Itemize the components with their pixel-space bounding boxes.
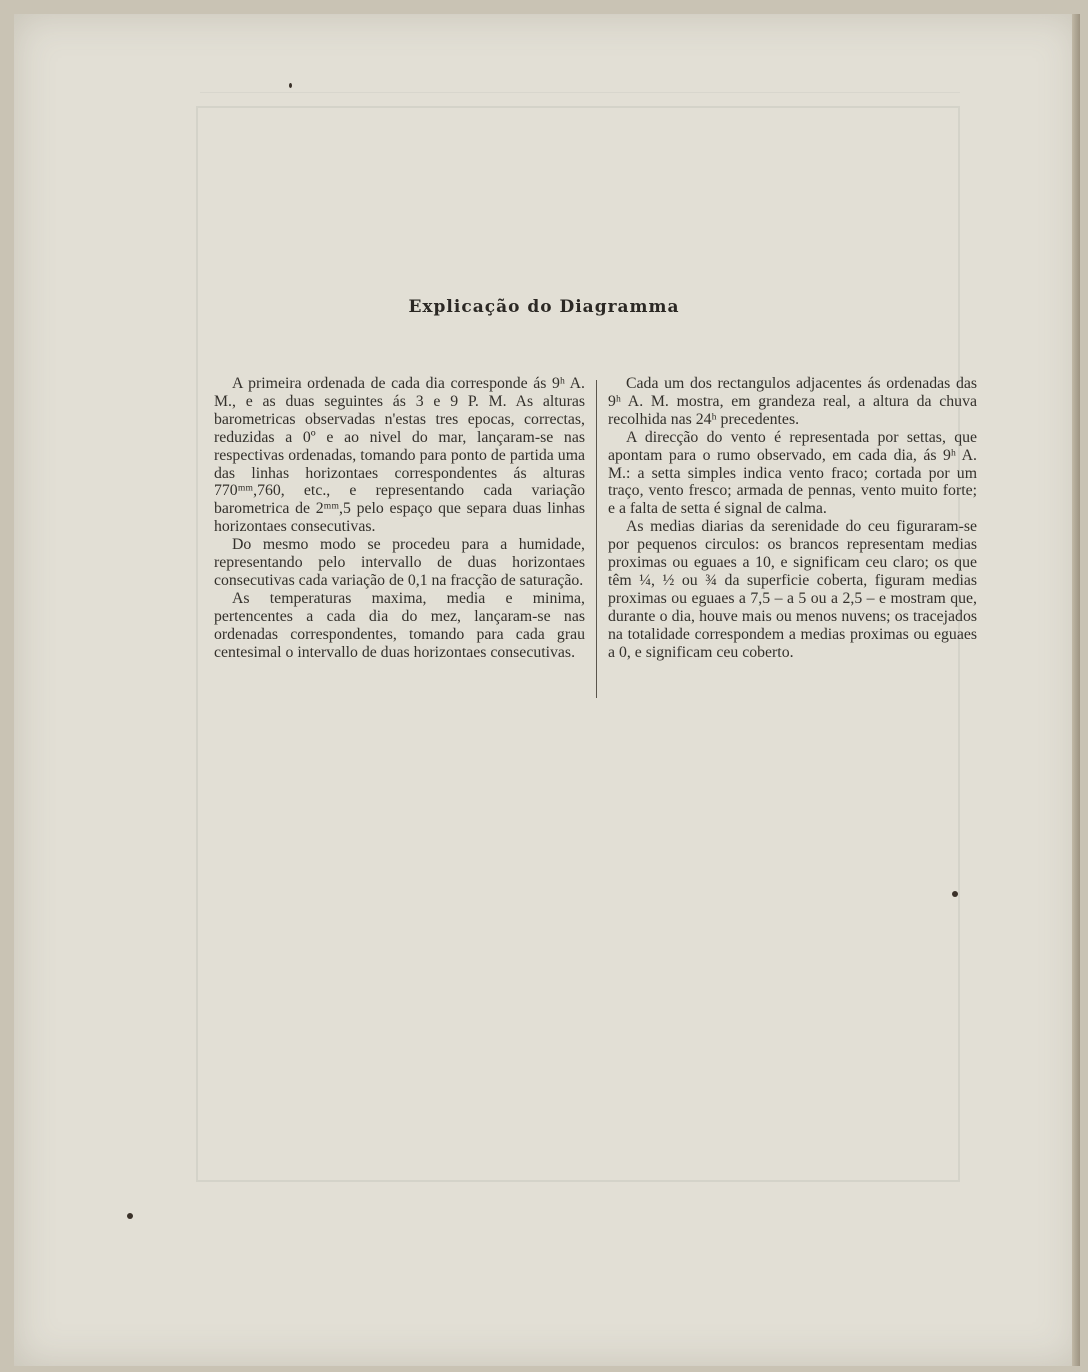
- paper-speck: [952, 891, 958, 897]
- paragraph: As medias diarias da serenidade do ceu figuraram-se por pequenos circulos: os brancos representam medias proximas ou eguaes a 10, e significam ceu claro; os que têm ¼, ½ ou ¾ da superficie coberta, figuram medias proximas ou eguaes a 7,5 – a 5 ou a 2,5 – e mostram que, durante o dia, houve mais ou menos nuvens; os tracejados na totalidade correspondem a medias proximas ou eguaes a 0, e significam ceu coberto.: [608, 518, 977, 661]
- left-column: [214, 375, 585, 662]
- right-column: [608, 375, 977, 662]
- paragraph: Cada um dos rectangulos adjacentes ás ordenadas das 9ʰ A. M. mostra, em grandeza real, a altura da chuva recolhida nas 24ʰ precedentes.: [608, 375, 977, 428]
- paper-speck: [289, 83, 292, 88]
- paragraph: A direcção do vento é representada por settas, que apontam para o rumo observado, em cada dia, ás 9ʰ A. M.: a setta simples indica vento fraco; cortada por um traço, vento fresco; armada de pennas, vento muito forte; e a falta de setta é signal de calma.: [608, 428, 977, 518]
- paper-speck: [127, 1213, 133, 1219]
- paragraph: As temperaturas maxima, media e minima, pertencentes a cada dia do mez, lançaram-se nas ordenadas correspondentes, tomando para cada grau centesimal o intervallo de duas horizontaes consecutivas.: [214, 589, 585, 661]
- page-title: Explicação do Diagramma: [408, 297, 680, 317]
- paragraph: Do mesmo modo se procedeu para a humidade, representando pelo intervallo de duas horizontaes consecutivas cada variação de 0,1 na fracção de saturação.: [214, 536, 585, 589]
- show-through-header: [200, 72, 960, 93]
- column-divider: [596, 380, 597, 698]
- paragraph: A primeira ordenada de cada dia corresponde ás 9ʰ A. M., e as duas seguintes ás 3 e 9 P. M. As alturas barometricas observadas n'estas tres epocas, correctas, reduzidas a 0º e ao nivel do mar, lançaram-se nas respectivas ordenadas, tomando para ponto de partida uma das linhas horizontaes correspondentes ás alturas 770ᵐᵐ,760, etc., e representando cada variação barometrica de 2ᵐᵐ,5 pelo espaço que separa duas linhas horizontaes consecutivas.: [214, 375, 585, 536]
- page-edge: [1072, 14, 1080, 1366]
